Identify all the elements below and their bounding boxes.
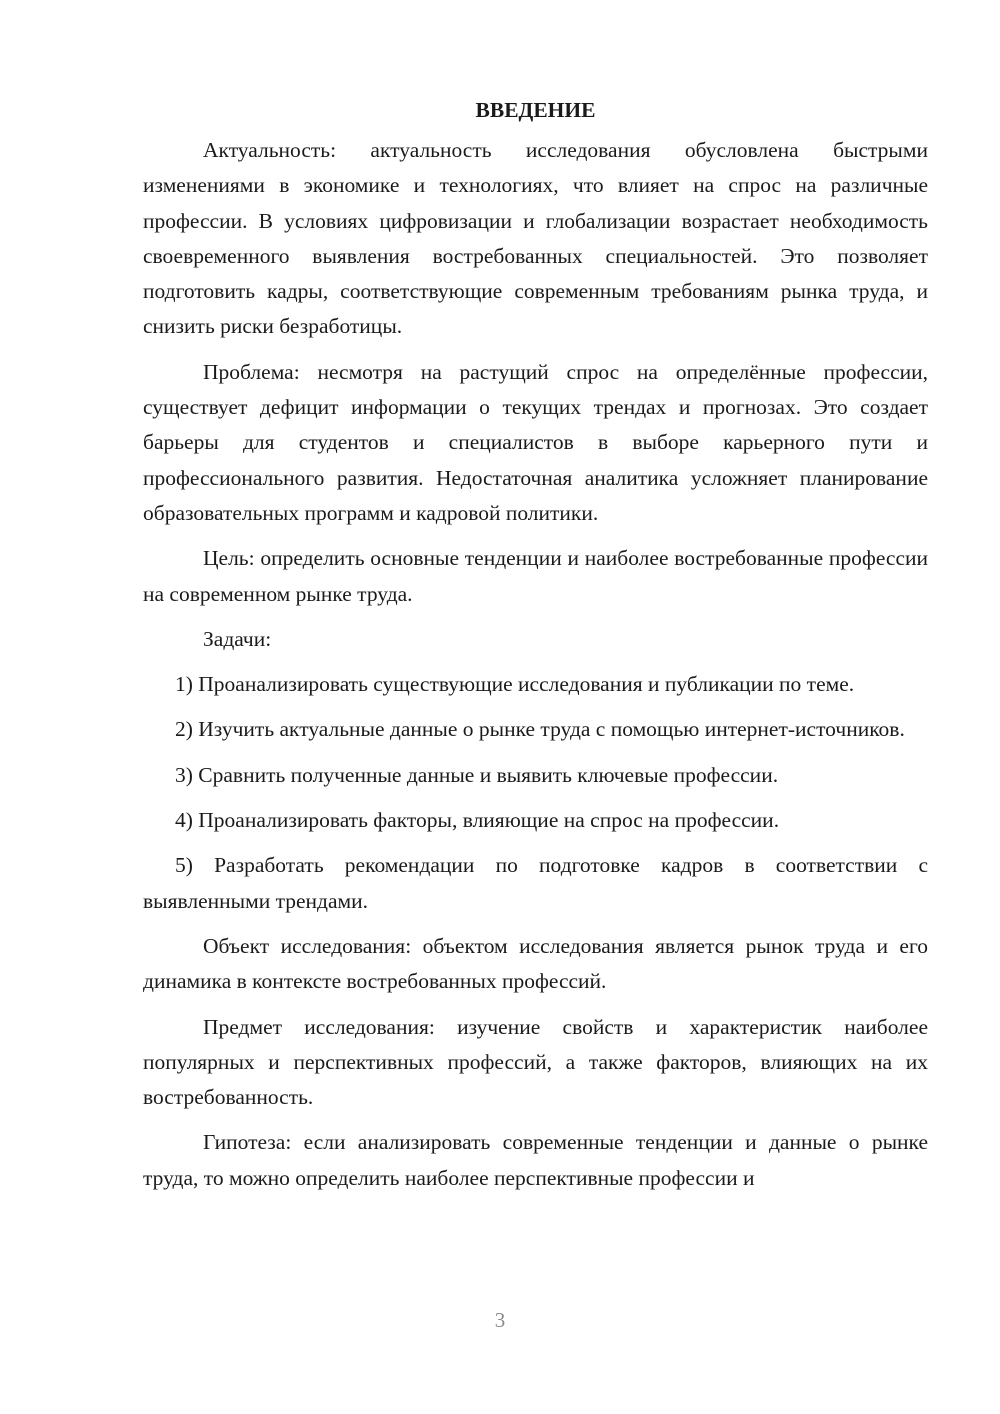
task-item-1: 1) Проанализировать существующие исследования и публикации по теме. — [175, 672, 855, 697]
paragraph-object: Объект исследования: объектом исследования является рынок труда и его динамика в контексте востребованных профессий. — [143, 933, 928, 994]
paragraph-subject: Предмет исследования: изучение свойств и характеристик наиболее популярных и перспективных профессий, а также факторов, влияющих на их востребованность. — [143, 1014, 928, 1110]
task-item-2: 2) Изучить актуальные данные о рынке труда с помощью интернет-источников. — [175, 717, 905, 742]
paragraph-problem: Проблема: несмотря на растущий спрос на определённые профессии, существует дефицит информации о текущих трендах и прогнозах. Это создает барьеры для студентов и специалистов в выборе карьерного пути и профессионального развития. Недостаточная аналитика усложняет планирование образовательных программ и кадровой политики. — [143, 359, 928, 525]
section-title: ВВЕДЕНИЕ — [475, 98, 596, 122]
paragraph-relevance: Актуальность: актуальность исследования обусловлена быстрыми изменениями в экономике и технологиях, что влияет на спрос на различные профессии. В условиях цифровизации и глобализации возрастает необходимость своевременного выявления востребованных специальностей. Это позволяет подготовить кадры, соответствующие современным требованиям рынка труда, и снизить риски безработицы. — [143, 138, 928, 339]
task-item-5: 5) Разработать рекомендации по подготовке кадров в соответствии с выявленными трендами. — [143, 853, 928, 913]
task-item-3: 3) Сравнить полученные данные и выявить ключевые профессии. — [175, 762, 779, 787]
task-item-4: 4) Проанализировать факторы, влияющие на спрос на профессии. — [175, 808, 780, 833]
paragraph-goal: Цель: определить основные тенденции и наиболее востребованные профессии на современном рынке труда. — [143, 546, 928, 606]
page-number: 3 — [494, 1308, 506, 1332]
tasks-heading: Задачи: — [203, 626, 272, 651]
document-page — [143, 93, 928, 1196]
paragraph-hypothesis: Гипотеза: если анализировать современные тенденции и данные о рынке труда, то можно определить наиболее перспективные профессии и — [143, 1130, 928, 1190]
